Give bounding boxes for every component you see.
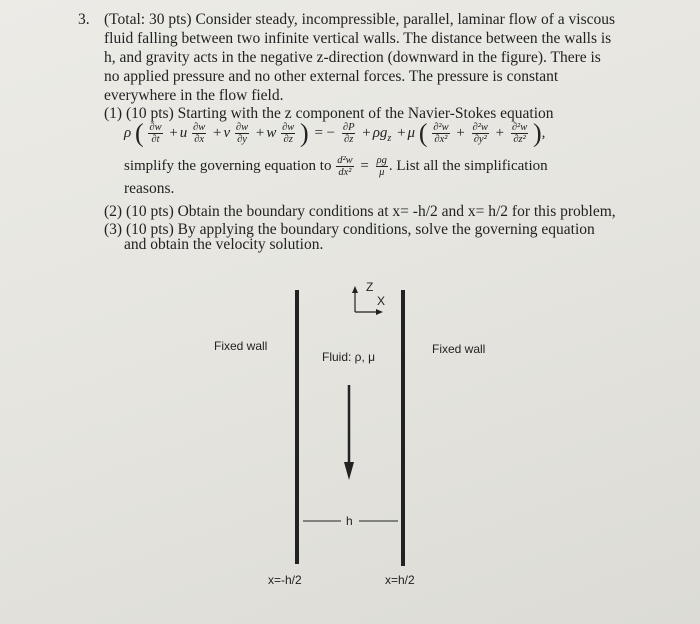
laplacian-x: $\frac{\text{∂²w}}{\text{∂x²}}$: [433, 122, 449, 145]
rho-g: ρg: [372, 124, 388, 141]
list-text: List all the simplification: [396, 157, 548, 174]
simplify-text: simplify the governing equation to: [124, 157, 332, 174]
right-position-label: x=h/2: [385, 573, 415, 587]
fluid-label: Fluid: ρ, μ: [322, 350, 376, 364]
intro-line: no applied pressure and no other external forces. The pressure is constant: [104, 68, 559, 85]
u-symbol: u: [179, 124, 188, 141]
mu-symbol: μ: [407, 124, 416, 141]
x-axis-arrow: [376, 309, 383, 315]
intro-line: (Total: 30 pts) Consider steady, incompressible, parallel, laminar flow of a viscous: [104, 11, 616, 28]
simplify-line: simplify the governing equation to $\frac{\text{d²w}}{\text{dx²}}$ = $\frac{\rho g}{\mu}$ . List all the simplification: [124, 155, 548, 178]
right-wall-label: Fixed wall: [432, 342, 486, 356]
time-derivative: $\frac{\partial w}{\partial t}$: [149, 122, 162, 145]
part-2: (2) (10 pts) Obtain the boundary conditions at x= -h/2 and x= h/2 for this problem,: [104, 203, 616, 220]
z-derivative: $\frac{\partial w}{\partial z}$: [282, 122, 295, 145]
laplacian-y: $\frac{\text{∂²w}}{\text{∂y²}}$: [472, 122, 488, 145]
flow-arrowhead: [344, 462, 354, 480]
x-axis-label: X: [377, 294, 386, 308]
pressure-gradient: $\frac{\partial P}{\partial z}$: [342, 122, 355, 145]
z-axis-label: Z: [366, 280, 374, 294]
simplified-lhs: $\frac{\text{d²w}}{\text{dx²}}$: [337, 155, 353, 178]
problem-number: 3.: [78, 11, 90, 28]
part-1: (1) (10 pts) Starting with the z component of the Navier-Stokes equation: [104, 105, 554, 122]
v-symbol: v: [223, 124, 231, 141]
g-subscript: z: [387, 132, 392, 144]
intro-line: h, and gravity acts in the negative z-direction (downward in the figure). There is: [104, 49, 601, 66]
z-axis-arrow: [352, 286, 358, 293]
part-3: (3) (10 pts) By applying the boundary conditions, solve the governing equation: [104, 221, 595, 238]
navier-stokes-equation: ρ ( $\frac{\partial w}{\partial t}$ + u $\frac{\partial w}{\partial x}$ + v $\frac{\partial w}{\partial y}$ + w $\frac{\partial w}{\partial z}$ ) = − $\frac{\partial P}{\partial z}$ + $\rho g_z + \mu$ ( $\frac{\text{∂²w}}{\text{∂x²}}$ + $\frac{\text{∂²w}}{\text{∂y²}}$ + $\frac{\text{∂²w}}{\text{∂z²}}$ ),: [124, 118, 546, 148]
w-symbol: w: [266, 124, 277, 141]
x-derivative: $\frac{\partial w}{\partial x}$: [193, 122, 206, 145]
simplified-rhs: $\frac{\rho g}{\mu}$: [376, 155, 387, 178]
laplacian-z: $\frac{\text{∂²w}}{\text{∂z²}}$: [511, 122, 528, 145]
reasons-text: reasons.: [124, 180, 175, 197]
intro-line: fluid falling between two infinite vertical walls. The distance between the walls is: [104, 30, 612, 47]
rho-symbol: ρ: [124, 124, 132, 141]
y-derivative: $\frac{\partial w}{\partial y}$: [235, 122, 249, 145]
intro-line: everywhere in the flow field.: [104, 87, 284, 104]
part-3-continued: and obtain the velocity solution.: [124, 236, 324, 253]
h-label: h: [346, 514, 353, 528]
left-position-label: x=-h/2: [268, 573, 302, 587]
left-wall-label: Fixed wall: [214, 339, 268, 353]
